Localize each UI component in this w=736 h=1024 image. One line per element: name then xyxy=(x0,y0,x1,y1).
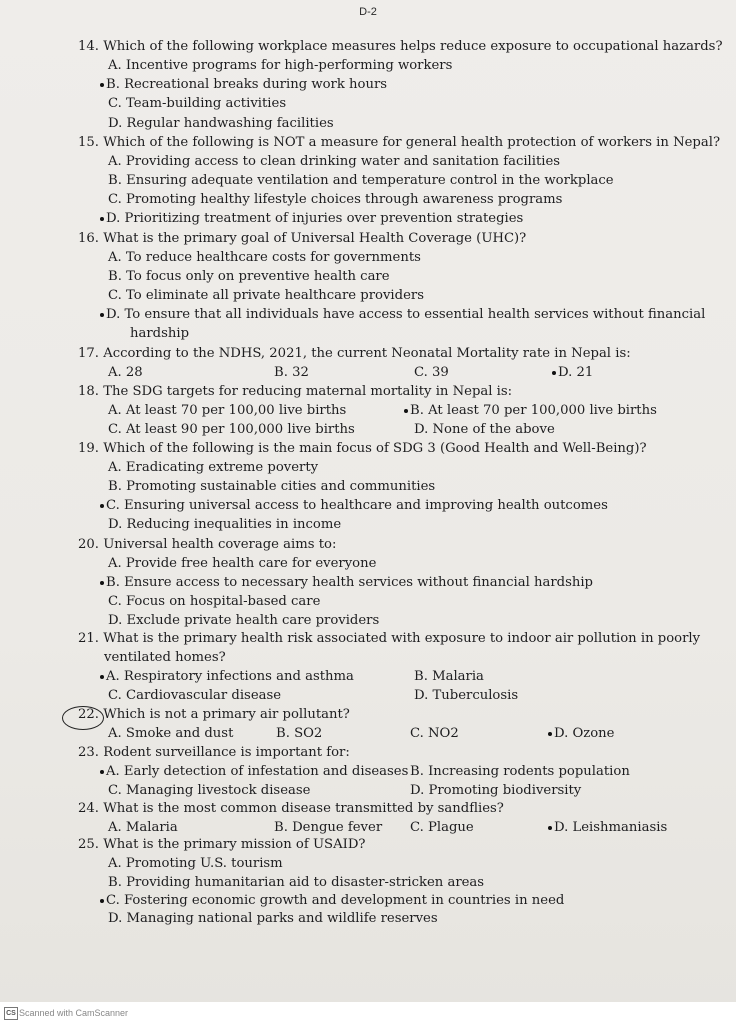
question-text: Rodent surveillance is important for: xyxy=(103,745,350,760)
option-22d xyxy=(548,725,614,743)
question-number: 23. xyxy=(78,745,99,760)
question-15 xyxy=(78,134,721,152)
option-23a xyxy=(100,763,408,781)
answer-mark-dot xyxy=(100,899,104,903)
option-17a: A. 28 xyxy=(108,365,143,380)
option-15a: A. Providing access to clean drinking water and sanitation facilities xyxy=(108,154,561,169)
option-text: C. Fostering economic growth and development in countries in need xyxy=(106,893,565,908)
question-text: Which is not a primary air pollutant? xyxy=(103,707,350,722)
option-17d xyxy=(552,364,593,382)
option-text: B. At least 70 per 100,000 live births xyxy=(410,403,657,418)
question-text: Universal health coverage aims to: xyxy=(103,537,337,552)
question-21 xyxy=(78,630,718,648)
option-21a xyxy=(100,668,354,686)
option-text: D. Prioritizing treatment of injuries over prevention strategies xyxy=(106,211,524,226)
answer-mark-dot xyxy=(100,83,104,87)
option-text: D. Leishmaniasis xyxy=(554,820,668,835)
option-25d: D. Managing national parks and wildlife reserves xyxy=(108,911,438,926)
option-18a: A. At least 70 per 100,00 live births xyxy=(108,403,347,418)
option-21c: C. Cardiovascular disease xyxy=(108,688,282,703)
option-14a: A. Incentive programs for high-performing workers xyxy=(108,58,453,73)
option-16b: B. To focus only on preventive health care xyxy=(108,269,390,284)
question-21-continuation: ventilated homes? xyxy=(104,650,226,665)
option-19a: A. Eradicating extreme poverty xyxy=(108,460,319,475)
option-25c xyxy=(100,892,564,910)
option-24a: A. Malaria xyxy=(108,820,178,835)
question-23 xyxy=(78,744,718,762)
option-22a: A. Smoke and dust xyxy=(108,726,234,741)
option-18b xyxy=(404,402,657,420)
question-20 xyxy=(78,536,718,554)
question-14 xyxy=(78,38,723,56)
question-number: 20. xyxy=(78,537,99,552)
option-text: A. Respiratory infections and asthma xyxy=(106,669,354,684)
question-number: 18. xyxy=(78,384,99,399)
answer-mark-dot xyxy=(404,409,408,413)
answer-mark-dot xyxy=(100,217,104,221)
option-19b: B. Promoting sustainable cities and communities xyxy=(108,479,436,494)
answer-mark-dot xyxy=(548,732,552,736)
question-number: 14. xyxy=(78,39,99,54)
option-23b: B. Increasing rodents population xyxy=(410,764,630,779)
option-23c: C. Managing livestock disease xyxy=(108,783,311,798)
question-text: What is the primary mission of USAID? xyxy=(103,837,366,852)
question-number: 19. xyxy=(78,441,99,456)
option-text: D. To ensure that all individuals have access to essential health services without financial xyxy=(106,307,706,322)
page-label: D-2 xyxy=(359,6,377,18)
option-15d xyxy=(100,210,523,228)
scanner-watermark-text: Scanned with CamScanner xyxy=(19,1008,129,1018)
question-number: 16. xyxy=(78,231,99,246)
option-16d xyxy=(100,306,705,324)
option-21b: B. Malaria xyxy=(414,669,484,684)
answer-mark-dot xyxy=(100,313,104,317)
option-14c: C. Team-building activities xyxy=(108,96,287,111)
option-16a: A. To reduce healthcare costs for governments xyxy=(108,250,421,265)
question-19 xyxy=(78,440,718,458)
question-number: 25. xyxy=(78,837,99,852)
option-text: D. 21 xyxy=(558,365,594,380)
question-25 xyxy=(78,836,718,854)
answer-mark-dot xyxy=(100,770,104,774)
option-18d: D. None of the above xyxy=(414,422,555,437)
option-17c: C. 39 xyxy=(414,365,449,380)
answer-mark-dot xyxy=(100,581,104,585)
option-14d: D. Regular handwashing facilities xyxy=(108,116,334,131)
option-22c: C. NO2 xyxy=(410,726,459,741)
option-20c: C. Focus on hospital-based care xyxy=(108,594,321,609)
option-text: B. Recreational breaks during work hours xyxy=(106,77,388,92)
option-24b: B. Dengue fever xyxy=(274,820,383,835)
option-24c: C. Plague xyxy=(410,820,474,835)
option-text: A. Early detection of infestation and diseases xyxy=(106,764,409,779)
answer-mark-dot xyxy=(548,826,552,830)
question-22 xyxy=(78,706,718,724)
option-23d: D. Promoting biodiversity xyxy=(410,783,582,798)
question-text: Which of the following is NOT a measure for general health protection of workers in Nepal? xyxy=(103,135,721,150)
option-16d-continuation: hardship xyxy=(130,326,190,341)
option-14b xyxy=(100,76,387,94)
question-18 xyxy=(78,383,718,401)
option-text: D. Ozone xyxy=(554,726,615,741)
question-number: 17. xyxy=(78,346,99,361)
question-text: Which of the following is the main focus of SDG 3 (Good Health and Well-Being)? xyxy=(103,441,647,456)
question-24 xyxy=(78,800,718,818)
option-text: B. Ensure access to necessary health services without financial hardship xyxy=(106,575,594,590)
question-text: Which of the following workplace measures helps reduce exposure to occupational hazards? xyxy=(103,39,723,54)
option-19c xyxy=(100,497,608,515)
option-16c: C. To eliminate all private healthcare providers xyxy=(108,288,424,303)
question-text: What is the primary health risk associated with exposure to indoor air pollution in poorly xyxy=(103,631,701,646)
scanner-footer xyxy=(0,1002,736,1024)
question-number: 15. xyxy=(78,135,99,150)
option-20a: A. Provide free health care for everyone xyxy=(108,556,377,571)
option-18c: C. At least 90 per 100,000 live births xyxy=(108,422,355,437)
option-15b: B. Ensuring adequate ventilation and temperature control in the workplace xyxy=(108,173,614,188)
answer-mark-dot xyxy=(100,675,104,679)
option-21d: D. Tuberculosis xyxy=(414,688,519,703)
option-20b xyxy=(100,574,593,592)
question-number: 22. xyxy=(78,707,99,722)
option-22b: B. SO2 xyxy=(276,726,323,741)
option-25a: A. Promoting U.S. tourism xyxy=(108,856,283,871)
answer-mark-dot xyxy=(100,504,104,508)
question-text: According to the NDHS, 2021, the current Neonatal Mortality rate in Nepal is: xyxy=(103,346,631,361)
answer-mark-dot xyxy=(552,371,556,375)
option-text: C. Ensuring universal access to healthcare and improving health outcomes xyxy=(106,498,608,513)
option-15c: C. Promoting healthy lifestyle choices through awareness programs xyxy=(108,192,563,207)
question-number: 24. xyxy=(78,801,99,816)
question-text: What is the primary goal of Universal Health Coverage (UHC)? xyxy=(103,231,527,246)
camscanner-logo-icon: CS xyxy=(4,1007,18,1020)
question-text: The SDG targets for reducing maternal mortality in Nepal is: xyxy=(103,384,513,399)
question-16 xyxy=(78,230,718,248)
option-20d: D. Exclude private health care providers xyxy=(108,613,380,628)
question-number: 21. xyxy=(78,631,99,646)
question-text: What is the most common disease transmitted by sandflies? xyxy=(103,801,504,816)
option-24d xyxy=(548,819,667,837)
option-17b: B. 32 xyxy=(274,365,309,380)
option-19d: D. Reducing inequalities in income xyxy=(108,517,342,532)
question-17 xyxy=(78,345,718,363)
option-25b: B. Providing humanitarian aid to disaster-stricken areas xyxy=(108,875,485,890)
